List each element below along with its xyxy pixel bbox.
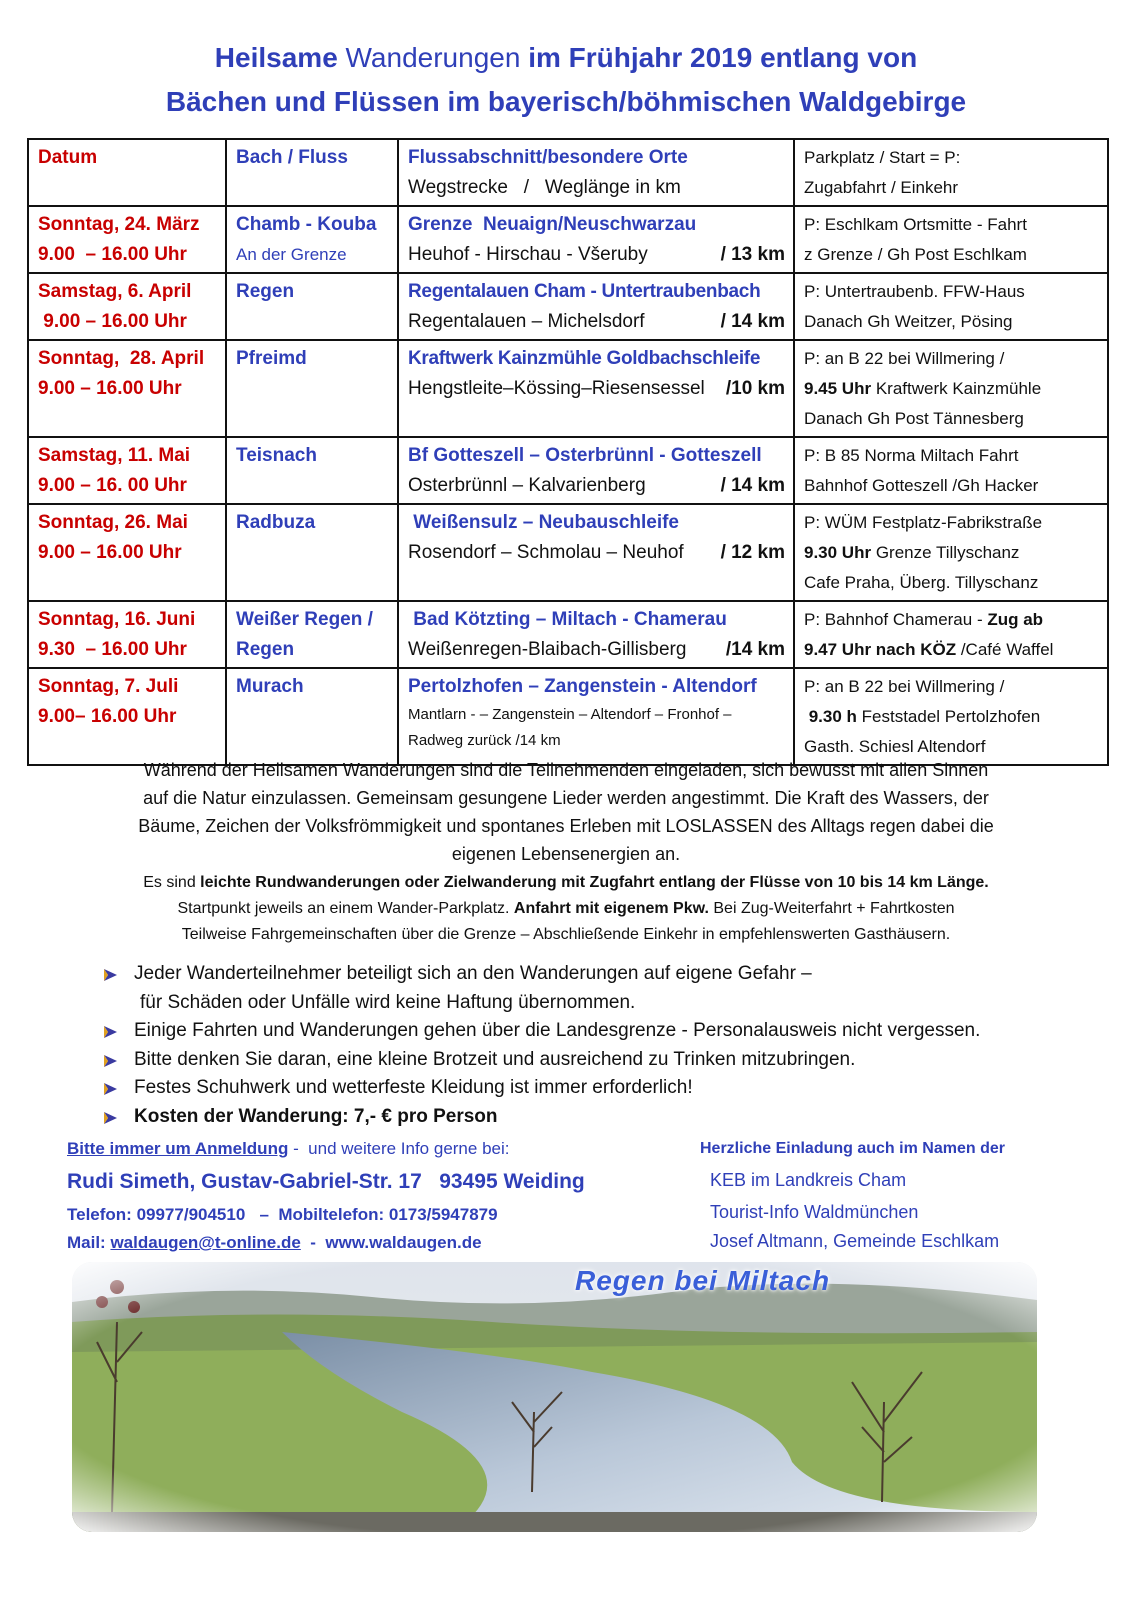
intro-line: Während der Heilsamen Wanderungen sind die Teilnehmenden eingeladen, sich bewusst mit allen Sinnen xyxy=(143,760,989,780)
row-river: Chamb - Kouba xyxy=(236,214,377,235)
invite-line: Josef Altmann, Gemeinde Eschlkam xyxy=(710,1231,1000,1251)
row-km: /14 km xyxy=(725,639,785,660)
row-river: Weißer Regen / xyxy=(236,609,373,630)
list-item xyxy=(100,1046,1100,1075)
row-route: Hengstleite–Kössing–Riesensessel xyxy=(408,378,705,399)
website-link[interactable]: www.waldaugen.de xyxy=(325,1233,482,1252)
rule-text: Einige Fahrten und Wanderungen gehen über die Landesgrenze - Personalausweis nicht vergessen. xyxy=(134,1020,981,1041)
invite-heading: Herzliche Einladung auch im Namen der xyxy=(700,1140,1005,1157)
row-km: / 14 km xyxy=(720,475,785,496)
arrow-bullet-icon xyxy=(102,1053,118,1069)
rule-text: für Schäden oder Unfälle wird keine Haftung übernommen. xyxy=(140,991,636,1013)
table-row xyxy=(28,601,1108,668)
row-start-place: Feststadel Pertolzhofen xyxy=(856,707,1041,726)
info-text: Teilweise Fahrgemeinschaften über die Grenze – Abschließende Einkehr in empfehlenswerten Gasthäusern. xyxy=(181,926,951,943)
row-time: 9.00 – 16.00 Uhr xyxy=(38,542,182,563)
row-river: Teisnach xyxy=(236,445,317,466)
table-row xyxy=(28,668,1108,765)
row-river: Murach xyxy=(236,676,304,697)
row-time: 9.00 – 16.00 Uhr xyxy=(38,311,187,332)
row-parking: P: Eschlkam Ortsmitte - Fahrt xyxy=(804,215,1027,234)
row-date: Sonntag, 28. April xyxy=(38,348,205,369)
row-section: Grenze Neuaign/Neuschwarzau xyxy=(408,214,697,235)
info-bold: Anfahrt mit eigenem Pkw. xyxy=(513,900,709,917)
info-text: Es sind xyxy=(143,874,201,891)
row-einkehr: Bahnhof Gotteszell /Gh Hacker xyxy=(804,476,1039,495)
table-row xyxy=(28,206,1108,273)
list-item xyxy=(100,960,1100,1017)
row-date: Sonntag, 26. Mai xyxy=(38,512,188,533)
row-route: Rosendorf – Schmolau – Neuhof xyxy=(408,542,684,563)
row-parking: P: Untertraubenb. FFW-Haus xyxy=(804,282,1025,301)
arrow-bullet-icon xyxy=(102,967,118,983)
arrow-bullet-icon xyxy=(102,1024,118,1040)
row-parking: P: B 85 Norma Miltach Fahrt xyxy=(804,446,1019,465)
header-abschnitt: Flussabschnitt/besondere Orte xyxy=(408,147,688,168)
row-river: Pfreimd xyxy=(236,348,307,369)
row-section: Bf Gotteszell – Osterbrünnl - Gotteszell xyxy=(408,445,762,466)
row-start-time: 9.30 Uhr xyxy=(804,543,872,562)
info-paragraph xyxy=(60,870,1072,948)
row-einkehr: /Café Waffel xyxy=(956,640,1054,659)
row-time: 9.00 – 16. 00 Uhr xyxy=(38,475,187,496)
row-start-time: 9.30 h xyxy=(804,707,857,726)
row-einkehr: Gasth. Schiesl Altendorf xyxy=(804,737,986,756)
row-parking: P: an B 22 bei Willmering / xyxy=(804,349,1005,368)
row-route-2: Radweg zurück /14 km xyxy=(408,732,561,749)
row-section: Regentalauen Cham - Untertraubenbach xyxy=(408,281,761,302)
info-text: Startpunkt jeweils an einem Wander-Parkplatz. xyxy=(177,900,514,917)
rule-text: Bitte denken Sie daran, eine kleine Brotzeit und ausreichend zu Trinken mitzubringen. xyxy=(134,1048,856,1070)
row-start-time: 9.45 Uhr xyxy=(804,379,872,398)
row-river: Radbuza xyxy=(236,512,316,533)
row-start-place: Grenze Tillyschanz xyxy=(871,543,1020,562)
table-row xyxy=(28,437,1108,504)
row-einkehr: Danach Gh Post Tännesberg xyxy=(804,409,1024,428)
anmeldung-link: Bitte immer um Anmeldung xyxy=(67,1139,289,1158)
email-link[interactable]: waldaugen@t-online.de xyxy=(110,1233,301,1252)
row-time: 9.00– 16.00 Uhr xyxy=(38,706,177,727)
row-date: Samstag, 11. Mai xyxy=(38,445,191,466)
row-time: 9.00 – 16.00 Uhr xyxy=(38,378,182,399)
row-einkehr: Danach Gh Weitzer, Pösing xyxy=(804,312,1013,331)
invite-line: Tourist-Info Waldmünchen xyxy=(710,1202,919,1222)
title-part-c: im Frühjahr 2019 entlang von xyxy=(520,42,918,73)
row-km: / 14 km xyxy=(720,311,785,332)
row-route: Mantlarn - – Zangenstein – Altendorf – Fronhof – xyxy=(408,706,732,723)
row-route: Weißenregen-Blaibach-Gillisberg xyxy=(408,639,687,660)
row-start-time: 9.47 Uhr nach KÖZ xyxy=(804,640,957,659)
row-date: Sonntag, 24. März xyxy=(38,214,200,235)
row-date: Sonntag, 16. Juni xyxy=(38,609,196,630)
table-row xyxy=(28,504,1108,601)
list-item xyxy=(100,1103,1100,1132)
header-fluss: Bach / Fluss xyxy=(236,147,348,168)
invite-line: KEB im Landkreis Cham xyxy=(710,1170,907,1190)
intro-line: eigenen Lebensenergien an. xyxy=(451,844,681,864)
separator: - xyxy=(300,1233,326,1252)
row-einkehr: z Grenze / Gh Post Eschlkam xyxy=(804,245,1027,264)
river-photo xyxy=(72,1262,1037,1532)
title-part-a: Heilsame xyxy=(214,42,346,73)
table-header-row xyxy=(28,139,1108,206)
row-section: Pertolzhofen – Zangenstein - Altendorf xyxy=(408,676,757,697)
invite-block xyxy=(700,1135,1100,1255)
photo-caption: Regen bei Miltach xyxy=(575,1265,831,1296)
info-text: Bei Zug-Weiterfahrt + Fahrtkosten xyxy=(708,900,955,917)
rule-text: Festes Schuhwerk und wetterfeste Kleidung ist immer erforderlich! xyxy=(134,1077,693,1098)
cost-text: Kosten der Wanderung: 7,- € pro Person xyxy=(134,1105,498,1127)
row-date: Sonntag, 7. Juli xyxy=(38,676,179,697)
row-einkehr: Cafe Praha, Überg. Tillyschanz xyxy=(804,573,1039,592)
row-time: 9.00 – 16.00 Uhr xyxy=(38,244,187,265)
intro-line: Bäume, Zeichen der Volksfrömmigkeit und spontanes Erleben mit LOSLASSEN des Alltags regen dabei die xyxy=(138,816,994,836)
row-parking: P: Bahnhof Chamerau - xyxy=(804,610,988,629)
intro-line: auf die Natur einzulassen. Gemeinsam gesungene Lieder werden angestimmt. Die Kraft des Wassers, der xyxy=(143,788,989,808)
info-bold: leichte Rundwanderungen oder Zielwanderung mit Zugfahrt entlang der Flüsse von 10 bis 14 km Länge. xyxy=(200,874,989,891)
arrow-bullet-icon xyxy=(102,1110,118,1126)
row-km: / 13 km xyxy=(720,244,785,265)
row-start-place: Kraftwerk Kainzmühle xyxy=(871,379,1042,398)
row-route: Regentalauen – Michelsdorf xyxy=(408,311,645,332)
arrow-bullet-icon xyxy=(102,1081,118,1097)
row-section: Kraftwerk Kainzmühle Goldbachschleife xyxy=(408,348,761,369)
row-route: Osterbrünnl – Kalvarienberg xyxy=(408,475,646,496)
header-wegstrecke: Wegstrecke / Weglänge in km xyxy=(408,177,681,198)
row-section: Weißensulz – Neubauschleife xyxy=(408,512,680,533)
row-date: Samstag, 6. April xyxy=(38,281,192,302)
title-line-2: Bächen und Flüssen im bayerisch/böhmischen Waldgebirge xyxy=(165,86,967,117)
row-train: Zug ab xyxy=(987,610,1044,629)
row-river-note: An der Grenze xyxy=(236,245,347,264)
row-route: Heuhof - Hirschau - Všeruby xyxy=(408,244,648,265)
rule-text: Jeder Wanderteilnehmer beteiligt sich an den Wanderungen auf eigene Gefahr – xyxy=(134,963,812,984)
row-river: Regen xyxy=(236,281,295,302)
intro-paragraph xyxy=(60,756,1072,868)
title-part-b: Wanderungen xyxy=(345,42,521,73)
header-park1: Parkplatz / Start = P: xyxy=(804,148,961,167)
list-item xyxy=(100,1074,1100,1103)
row-parking: P: WÜM Festplatz-Fabrikstraße xyxy=(804,513,1043,532)
table-row xyxy=(28,273,1108,340)
contact-block xyxy=(67,1135,687,1257)
anmeldung-text: - und weitere Info gerne bei: xyxy=(288,1139,510,1158)
page-title xyxy=(0,36,1132,124)
mail-label: Mail: xyxy=(67,1233,111,1252)
row-km: /10 km xyxy=(725,378,785,399)
row-time: 9.30 – 16.00 Uhr xyxy=(38,639,187,660)
list-item xyxy=(100,1017,1100,1046)
contact-name: Rudi Simeth, Gustav-Gabriel-Str. 17 93495 Weiding xyxy=(67,1170,585,1193)
header-park2: Zugabfahrt / Einkehr xyxy=(804,178,959,197)
landscape-image xyxy=(72,1262,1037,1532)
header-datum: Datum xyxy=(38,147,98,168)
rules-list xyxy=(100,960,1100,1131)
table-row xyxy=(28,340,1108,437)
contact-phone: Telefon: 09977/904510 – Mobiltelefon: 0173/5947879 xyxy=(67,1205,498,1224)
row-parking: P: an B 22 bei Willmering / xyxy=(804,677,1005,696)
row-km: / 12 km xyxy=(720,542,785,563)
row-section: Bad Kötzting – Miltach - Chamerau xyxy=(408,609,727,630)
schedule-table xyxy=(27,138,1109,766)
row-river-2: Regen xyxy=(236,639,295,660)
